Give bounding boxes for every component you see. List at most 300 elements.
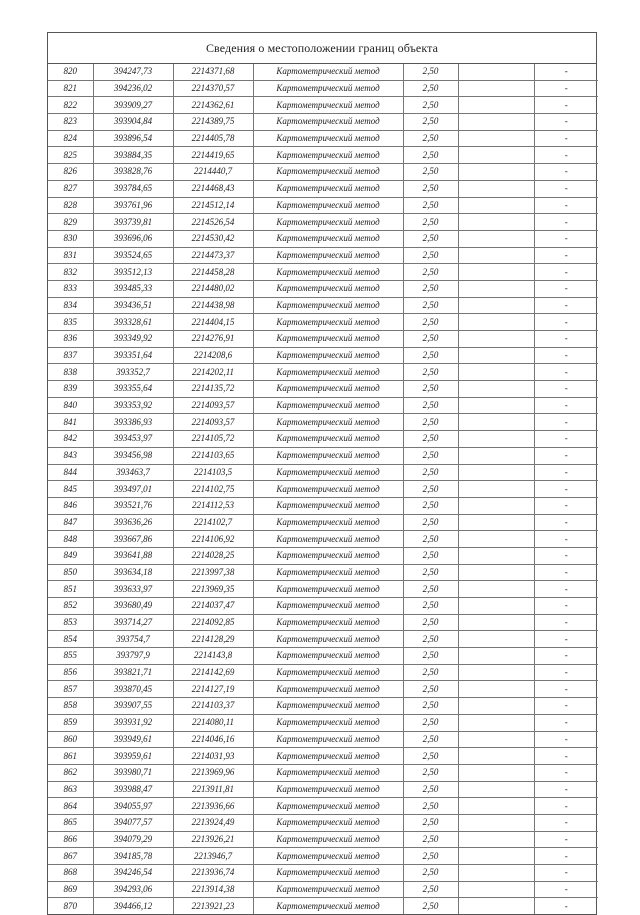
- x-coordinate-cell: 393754,7: [93, 631, 173, 648]
- extra-cell-1: [458, 280, 534, 297]
- accuracy-cell: 2,50: [403, 648, 458, 665]
- document-title: Сведения о местоположении границ объекта: [48, 33, 596, 64]
- extra-cell-2: -: [534, 497, 598, 514]
- point-number-cell: 859: [48, 714, 93, 731]
- extra-cell-2: -: [534, 564, 598, 581]
- extra-cell-1: [458, 347, 534, 364]
- x-coordinate-cell: 393521,76: [93, 497, 173, 514]
- y-coordinate-cell: 2213997,38: [173, 564, 253, 581]
- accuracy-cell: 2,50: [403, 164, 458, 181]
- x-coordinate-cell: 393884,35: [93, 147, 173, 164]
- point-number-cell: 830: [48, 230, 93, 247]
- extra-cell-2: -: [534, 631, 598, 648]
- extra-cell-1: [458, 848, 534, 865]
- table-row: [48, 64, 598, 80]
- accuracy-cell: 2,50: [403, 114, 458, 131]
- extra-cell-1: [458, 814, 534, 831]
- x-coordinate-cell: 393667,86: [93, 531, 173, 548]
- extra-cell-1: [458, 831, 534, 848]
- point-number-cell: 866: [48, 831, 93, 848]
- point-number-cell: 870: [48, 898, 93, 914]
- table-row: [48, 898, 598, 914]
- extra-cell-1: [458, 714, 534, 731]
- table-row: [48, 748, 598, 765]
- extra-cell-1: [458, 197, 534, 214]
- table-row: [48, 514, 598, 531]
- y-coordinate-cell: 2214135,72: [173, 381, 253, 398]
- extra-cell-1: [458, 681, 534, 698]
- extra-cell-2: -: [534, 881, 598, 898]
- table-row: [48, 664, 598, 681]
- extra-cell-1: [458, 214, 534, 231]
- table-row: [48, 214, 598, 231]
- extra-cell-2: -: [534, 764, 598, 781]
- method-cell: Картометрический метод: [253, 197, 403, 214]
- extra-cell-2: -: [534, 698, 598, 715]
- extra-cell-1: [458, 447, 534, 464]
- extra-cell-1: [458, 431, 534, 448]
- accuracy-cell: 2,50: [403, 280, 458, 297]
- method-cell: Картометрический метод: [253, 464, 403, 481]
- x-coordinate-cell: 394466,12: [93, 898, 173, 914]
- extra-cell-2: -: [534, 397, 598, 414]
- y-coordinate-cell: 2214106,92: [173, 531, 253, 548]
- y-coordinate-cell: 2214440,7: [173, 164, 253, 181]
- extra-cell-2: -: [534, 748, 598, 765]
- extra-cell-1: [458, 514, 534, 531]
- y-coordinate-cell: 2214143,8: [173, 648, 253, 665]
- extra-cell-2: -: [534, 781, 598, 798]
- method-cell: Картометрический метод: [253, 414, 403, 431]
- accuracy-cell: 2,50: [403, 564, 458, 581]
- table-row: [48, 831, 598, 848]
- x-coordinate-cell: 393904,84: [93, 114, 173, 131]
- accuracy-cell: 2,50: [403, 397, 458, 414]
- x-coordinate-cell: 393634,18: [93, 564, 173, 581]
- extra-cell-1: [458, 614, 534, 631]
- y-coordinate-cell: 2214112,53: [173, 497, 253, 514]
- accuracy-cell: 2,50: [403, 80, 458, 97]
- table-row: [48, 881, 598, 898]
- extra-cell-1: [458, 648, 534, 665]
- accuracy-cell: 2,50: [403, 180, 458, 197]
- y-coordinate-cell: 2214370,57: [173, 80, 253, 97]
- y-coordinate-cell: 2214037,47: [173, 598, 253, 615]
- point-number-cell: 844: [48, 464, 93, 481]
- point-number-cell: 865: [48, 814, 93, 831]
- method-cell: Картометрический метод: [253, 881, 403, 898]
- y-coordinate-cell: 2214093,57: [173, 397, 253, 414]
- extra-cell-2: -: [534, 347, 598, 364]
- y-coordinate-cell: 2213936,74: [173, 865, 253, 882]
- table-row: [48, 631, 598, 648]
- y-coordinate-cell: 2213921,23: [173, 898, 253, 914]
- table-row: [48, 247, 598, 264]
- y-coordinate-cell: 2214105,72: [173, 431, 253, 448]
- y-coordinate-cell: 2214419,65: [173, 147, 253, 164]
- y-coordinate-cell: 2214080,11: [173, 714, 253, 731]
- method-cell: Картометрический метод: [253, 648, 403, 665]
- method-cell: Картометрический метод: [253, 865, 403, 882]
- extra-cell-2: -: [534, 147, 598, 164]
- x-coordinate-cell: 393959,61: [93, 748, 173, 765]
- point-number-cell: 855: [48, 648, 93, 665]
- table-row: [48, 581, 598, 598]
- method-cell: Картометрический метод: [253, 698, 403, 715]
- point-number-cell: 825: [48, 147, 93, 164]
- x-coordinate-cell: 394246,54: [93, 865, 173, 882]
- method-cell: Картометрический метод: [253, 397, 403, 414]
- x-coordinate-cell: 393988,47: [93, 781, 173, 798]
- table-row: [48, 331, 598, 348]
- method-cell: Картометрический метод: [253, 447, 403, 464]
- method-cell: Картометрический метод: [253, 64, 403, 80]
- extra-cell-1: [458, 781, 534, 798]
- accuracy-cell: 2,50: [403, 297, 458, 314]
- y-coordinate-cell: 2214031,93: [173, 748, 253, 765]
- extra-cell-2: -: [534, 614, 598, 631]
- accuracy-cell: 2,50: [403, 598, 458, 615]
- accuracy-cell: 2,50: [403, 364, 458, 381]
- accuracy-cell: 2,50: [403, 814, 458, 831]
- method-cell: Картометрический метод: [253, 114, 403, 131]
- point-number-cell: 831: [48, 247, 93, 264]
- x-coordinate-cell: 393870,45: [93, 681, 173, 698]
- point-number-cell: 846: [48, 497, 93, 514]
- table-row: [48, 280, 598, 297]
- accuracy-cell: 2,50: [403, 631, 458, 648]
- extra-cell-2: -: [534, 481, 598, 498]
- y-coordinate-cell: 2214103,5: [173, 464, 253, 481]
- x-coordinate-cell: 393949,61: [93, 731, 173, 748]
- y-coordinate-cell: 2214389,75: [173, 114, 253, 131]
- extra-cell-2: -: [534, 798, 598, 815]
- accuracy-cell: 2,50: [403, 147, 458, 164]
- point-number-cell: 867: [48, 848, 93, 865]
- table-row: [48, 547, 598, 564]
- table-row: [48, 848, 598, 865]
- y-coordinate-cell: 2214530,42: [173, 230, 253, 247]
- x-coordinate-cell: 393436,51: [93, 297, 173, 314]
- extra-cell-1: [458, 497, 534, 514]
- method-cell: Картометрический метод: [253, 848, 403, 865]
- method-cell: Картометрический метод: [253, 230, 403, 247]
- table-row: [48, 614, 598, 631]
- method-cell: Картометрический метод: [253, 214, 403, 231]
- accuracy-cell: 2,50: [403, 831, 458, 848]
- accuracy-cell: 2,50: [403, 547, 458, 564]
- y-coordinate-cell: 2213911,81: [173, 781, 253, 798]
- x-coordinate-cell: 393821,71: [93, 664, 173, 681]
- table-row: [48, 230, 598, 247]
- method-cell: Картометрический метод: [253, 264, 403, 281]
- x-coordinate-cell: 393386,93: [93, 414, 173, 431]
- x-coordinate-cell: 393352,7: [93, 364, 173, 381]
- point-number-cell: 835: [48, 314, 93, 331]
- accuracy-cell: 2,50: [403, 64, 458, 80]
- point-number-cell: 860: [48, 731, 93, 748]
- y-coordinate-cell: 2213914,38: [173, 881, 253, 898]
- method-cell: Картометрический метод: [253, 180, 403, 197]
- extra-cell-2: -: [534, 865, 598, 882]
- accuracy-cell: 2,50: [403, 214, 458, 231]
- accuracy-cell: 2,50: [403, 881, 458, 898]
- table-row: [48, 364, 598, 381]
- x-coordinate-cell: 393485,33: [93, 280, 173, 297]
- x-coordinate-cell: 393797,9: [93, 648, 173, 665]
- accuracy-cell: 2,50: [403, 314, 458, 331]
- method-cell: Картометрический метод: [253, 147, 403, 164]
- method-cell: Картометрический метод: [253, 764, 403, 781]
- method-cell: Картометрический метод: [253, 130, 403, 147]
- accuracy-cell: 2,50: [403, 698, 458, 715]
- method-cell: Картометрический метод: [253, 381, 403, 398]
- point-number-cell: 824: [48, 130, 93, 147]
- point-number-cell: 850: [48, 564, 93, 581]
- accuracy-cell: 2,50: [403, 531, 458, 548]
- extra-cell-2: -: [534, 164, 598, 181]
- extra-cell-1: [458, 247, 534, 264]
- point-number-cell: 851: [48, 581, 93, 598]
- point-number-cell: 852: [48, 598, 93, 615]
- point-number-cell: 828: [48, 197, 93, 214]
- x-coordinate-cell: 393463,7: [93, 464, 173, 481]
- extra-cell-2: -: [534, 114, 598, 131]
- extra-cell-1: [458, 481, 534, 498]
- accuracy-cell: 2,50: [403, 748, 458, 765]
- accuracy-cell: 2,50: [403, 731, 458, 748]
- accuracy-cell: 2,50: [403, 381, 458, 398]
- extra-cell-2: -: [534, 80, 598, 97]
- extra-cell-1: [458, 414, 534, 431]
- accuracy-cell: 2,50: [403, 898, 458, 914]
- x-coordinate-cell: 393497,01: [93, 481, 173, 498]
- method-cell: Картометрический метод: [253, 514, 403, 531]
- extra-cell-2: -: [534, 331, 598, 348]
- method-cell: Картометрический метод: [253, 798, 403, 815]
- extra-cell-1: [458, 631, 534, 648]
- extra-cell-1: [458, 381, 534, 398]
- y-coordinate-cell: 2213946,7: [173, 848, 253, 865]
- accuracy-cell: 2,50: [403, 464, 458, 481]
- x-coordinate-cell: 393524,65: [93, 247, 173, 264]
- point-number-cell: 834: [48, 297, 93, 314]
- accuracy-cell: 2,50: [403, 230, 458, 247]
- table-row: [48, 264, 598, 281]
- extra-cell-2: -: [534, 264, 598, 281]
- point-number-cell: 838: [48, 364, 93, 381]
- accuracy-cell: 2,50: [403, 431, 458, 448]
- extra-cell-1: [458, 230, 534, 247]
- table-row: [48, 764, 598, 781]
- extra-cell-1: [458, 397, 534, 414]
- point-number-cell: 869: [48, 881, 93, 898]
- extra-cell-2: -: [534, 814, 598, 831]
- point-number-cell: 843: [48, 447, 93, 464]
- method-cell: Картометрический метод: [253, 297, 403, 314]
- point-number-cell: 847: [48, 514, 93, 531]
- table-row: [48, 164, 598, 181]
- point-number-cell: 858: [48, 698, 93, 715]
- accuracy-cell: 2,50: [403, 197, 458, 214]
- method-cell: Картометрический метод: [253, 280, 403, 297]
- point-number-cell: 868: [48, 865, 93, 882]
- extra-cell-2: -: [534, 664, 598, 681]
- point-number-cell: 861: [48, 748, 93, 765]
- x-coordinate-cell: 393739,81: [93, 214, 173, 231]
- y-coordinate-cell: 2214512,14: [173, 197, 253, 214]
- method-cell: Картометрический метод: [253, 814, 403, 831]
- point-number-cell: 840: [48, 397, 93, 414]
- extra-cell-1: [458, 581, 534, 598]
- method-cell: Картометрический метод: [253, 631, 403, 648]
- y-coordinate-cell: 2214202,11: [173, 364, 253, 381]
- y-coordinate-cell: 2214028,25: [173, 547, 253, 564]
- extra-cell-1: [458, 547, 534, 564]
- method-cell: Картометрический метод: [253, 564, 403, 581]
- x-coordinate-cell: 393828,76: [93, 164, 173, 181]
- method-cell: Картометрический метод: [253, 581, 403, 598]
- x-coordinate-cell: 393641,88: [93, 547, 173, 564]
- accuracy-cell: 2,50: [403, 664, 458, 681]
- table-row: [48, 648, 598, 665]
- extra-cell-2: -: [534, 848, 598, 865]
- y-coordinate-cell: 2214526,54: [173, 214, 253, 231]
- accuracy-cell: 2,50: [403, 798, 458, 815]
- method-cell: Картометрический метод: [253, 481, 403, 498]
- point-number-cell: 837: [48, 347, 93, 364]
- x-coordinate-cell: 393784,65: [93, 180, 173, 197]
- accuracy-cell: 2,50: [403, 714, 458, 731]
- extra-cell-2: -: [534, 414, 598, 431]
- extra-cell-2: -: [534, 364, 598, 381]
- point-number-cell: 827: [48, 180, 93, 197]
- point-number-cell: 862: [48, 764, 93, 781]
- table-row: [48, 681, 598, 698]
- extra-cell-2: -: [534, 431, 598, 448]
- x-coordinate-cell: 393980,71: [93, 764, 173, 781]
- y-coordinate-cell: 2213924,49: [173, 814, 253, 831]
- extra-cell-2: -: [534, 381, 598, 398]
- extra-cell-2: -: [534, 197, 598, 214]
- x-coordinate-cell: 393761,96: [93, 197, 173, 214]
- table-row: [48, 598, 598, 615]
- accuracy-cell: 2,50: [403, 447, 458, 464]
- point-number-cell: 857: [48, 681, 93, 698]
- x-coordinate-cell: 393456,98: [93, 447, 173, 464]
- y-coordinate-cell: 2214102,75: [173, 481, 253, 498]
- y-coordinate-cell: 2214102,7: [173, 514, 253, 531]
- method-cell: Картометрический метод: [253, 748, 403, 765]
- extra-cell-1: [458, 314, 534, 331]
- y-coordinate-cell: 2214404,15: [173, 314, 253, 331]
- extra-cell-2: -: [534, 581, 598, 598]
- point-number-cell: 826: [48, 164, 93, 181]
- x-coordinate-cell: 393896,54: [93, 130, 173, 147]
- extra-cell-1: [458, 147, 534, 164]
- table-row: [48, 714, 598, 731]
- x-coordinate-cell: 393349,92: [93, 331, 173, 348]
- extra-cell-2: -: [534, 230, 598, 247]
- point-number-cell: 845: [48, 481, 93, 498]
- method-cell: Картометрический метод: [253, 497, 403, 514]
- table-row: [48, 497, 598, 514]
- accuracy-cell: 2,50: [403, 497, 458, 514]
- extra-cell-1: [458, 464, 534, 481]
- extra-cell-1: [458, 130, 534, 147]
- method-cell: Картометрический метод: [253, 598, 403, 615]
- y-coordinate-cell: 2214127,19: [173, 681, 253, 698]
- method-cell: Картометрический метод: [253, 314, 403, 331]
- x-coordinate-cell: 393696,06: [93, 230, 173, 247]
- extra-cell-1: [458, 698, 534, 715]
- method-cell: Картометрический метод: [253, 347, 403, 364]
- table-row: [48, 464, 598, 481]
- y-coordinate-cell: 2214128,29: [173, 631, 253, 648]
- point-number-cell: 848: [48, 531, 93, 548]
- extra-cell-1: [458, 180, 534, 197]
- accuracy-cell: 2,50: [403, 481, 458, 498]
- table-row: [48, 414, 598, 431]
- point-number-cell: 822: [48, 97, 93, 114]
- y-coordinate-cell: 2214046,16: [173, 731, 253, 748]
- extra-cell-2: -: [534, 447, 598, 464]
- coordinates-table: [48, 64, 598, 914]
- accuracy-cell: 2,50: [403, 681, 458, 698]
- y-coordinate-cell: 2214405,78: [173, 130, 253, 147]
- point-number-cell: 849: [48, 547, 93, 564]
- extra-cell-2: -: [534, 898, 598, 914]
- point-number-cell: 836: [48, 331, 93, 348]
- x-coordinate-cell: 394055,97: [93, 798, 173, 815]
- extra-cell-1: [458, 531, 534, 548]
- y-coordinate-cell: 2213969,96: [173, 764, 253, 781]
- table-row: [48, 431, 598, 448]
- y-coordinate-cell: 2214362,61: [173, 97, 253, 114]
- x-coordinate-cell: 394236,02: [93, 80, 173, 97]
- method-cell: Картометрический метод: [253, 664, 403, 681]
- extra-cell-2: -: [534, 831, 598, 848]
- table-row: [48, 381, 598, 398]
- accuracy-cell: 2,50: [403, 781, 458, 798]
- y-coordinate-cell: 2214103,65: [173, 447, 253, 464]
- x-coordinate-cell: 393909,27: [93, 97, 173, 114]
- table-row: [48, 564, 598, 581]
- extra-cell-1: [458, 64, 534, 80]
- extra-cell-2: -: [534, 547, 598, 564]
- extra-cell-1: [458, 264, 534, 281]
- x-coordinate-cell: 393714,27: [93, 614, 173, 631]
- table-row: [48, 798, 598, 815]
- x-coordinate-cell: 394079,29: [93, 831, 173, 848]
- extra-cell-1: [458, 598, 534, 615]
- x-coordinate-cell: 394077,57: [93, 814, 173, 831]
- extra-cell-1: [458, 564, 534, 581]
- x-coordinate-cell: 393328,61: [93, 314, 173, 331]
- x-coordinate-cell: 393680,49: [93, 598, 173, 615]
- accuracy-cell: 2,50: [403, 865, 458, 882]
- x-coordinate-cell: 393512,13: [93, 264, 173, 281]
- x-coordinate-cell: 393353,92: [93, 397, 173, 414]
- method-cell: Картометрический метод: [253, 164, 403, 181]
- point-number-cell: 863: [48, 781, 93, 798]
- y-coordinate-cell: 2214092,85: [173, 614, 253, 631]
- accuracy-cell: 2,50: [403, 848, 458, 865]
- point-number-cell: 832: [48, 264, 93, 281]
- table-row: [48, 397, 598, 414]
- method-cell: Картометрический метод: [253, 364, 403, 381]
- extra-cell-2: -: [534, 64, 598, 80]
